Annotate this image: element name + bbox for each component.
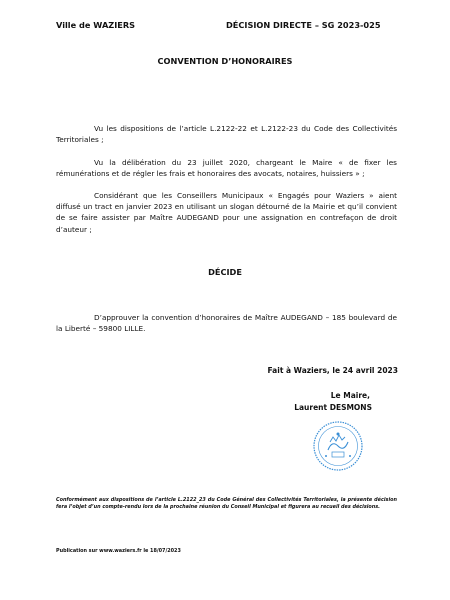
decision-paragraph xyxy=(56,312,397,334)
official-seal-icon xyxy=(312,420,364,472)
consideration-2-text: Vu la délibération du 23 juillet 2020, chargeant le Maire « de fixer les rémunérations et de régler les frais et honoraires des avocats, notaires, huissiers » ; xyxy=(56,158,397,179)
consideration-1-text: Vu les dispositions de l’article L.2122-22 et L.2122-23 du Code des Collectivités Territoriales ; xyxy=(56,124,397,145)
consideration-3-text: Considérant que les Conseillers Municipaux « Engagés pour Waziers » aient diffusé un tract en janvier 2023 en utilisant un slogan détourné de la Mairie et qu’il convient de se faire assister par Maître AUDEGAND pour une assignation en contrefaçon de droit d’auteur ; xyxy=(56,191,397,234)
document-title: CONVENTION D’HONORAIRES xyxy=(157,56,293,66)
signature-name: Laurent DESMONS xyxy=(294,403,372,412)
consideration-3 xyxy=(56,190,397,235)
signature-role: Le Maire, xyxy=(330,391,370,400)
consideration-1 xyxy=(56,123,397,145)
signature-place-date: Fait à Waziers, le 24 avril 2023 xyxy=(267,366,398,375)
city-name: Ville de WAZIERS xyxy=(56,20,136,30)
decision-text: D’approuver la convention d’honoraires de Maître AUDEGAND – 185 boulevard de la Liberté – 59800 LILLE. xyxy=(56,313,397,334)
legal-notice: Conformément aux dispositions de l’article L.2122_23 du Code Général des Collectivités Territoriales, la présente décision fera l’objet d’un compte-rendu lors de la prochaine réunion du Conseil Municipal et figurera au recueil des décisions. xyxy=(56,497,397,511)
decide-heading: DÉCIDE xyxy=(208,267,242,277)
decision-reference: DÉCISION DIRECTE – SG 2023-025 xyxy=(226,20,381,30)
consideration-2 xyxy=(56,157,397,179)
publication-note: Publication sur www.waziers.fr le 18/07/2023 xyxy=(56,548,181,554)
